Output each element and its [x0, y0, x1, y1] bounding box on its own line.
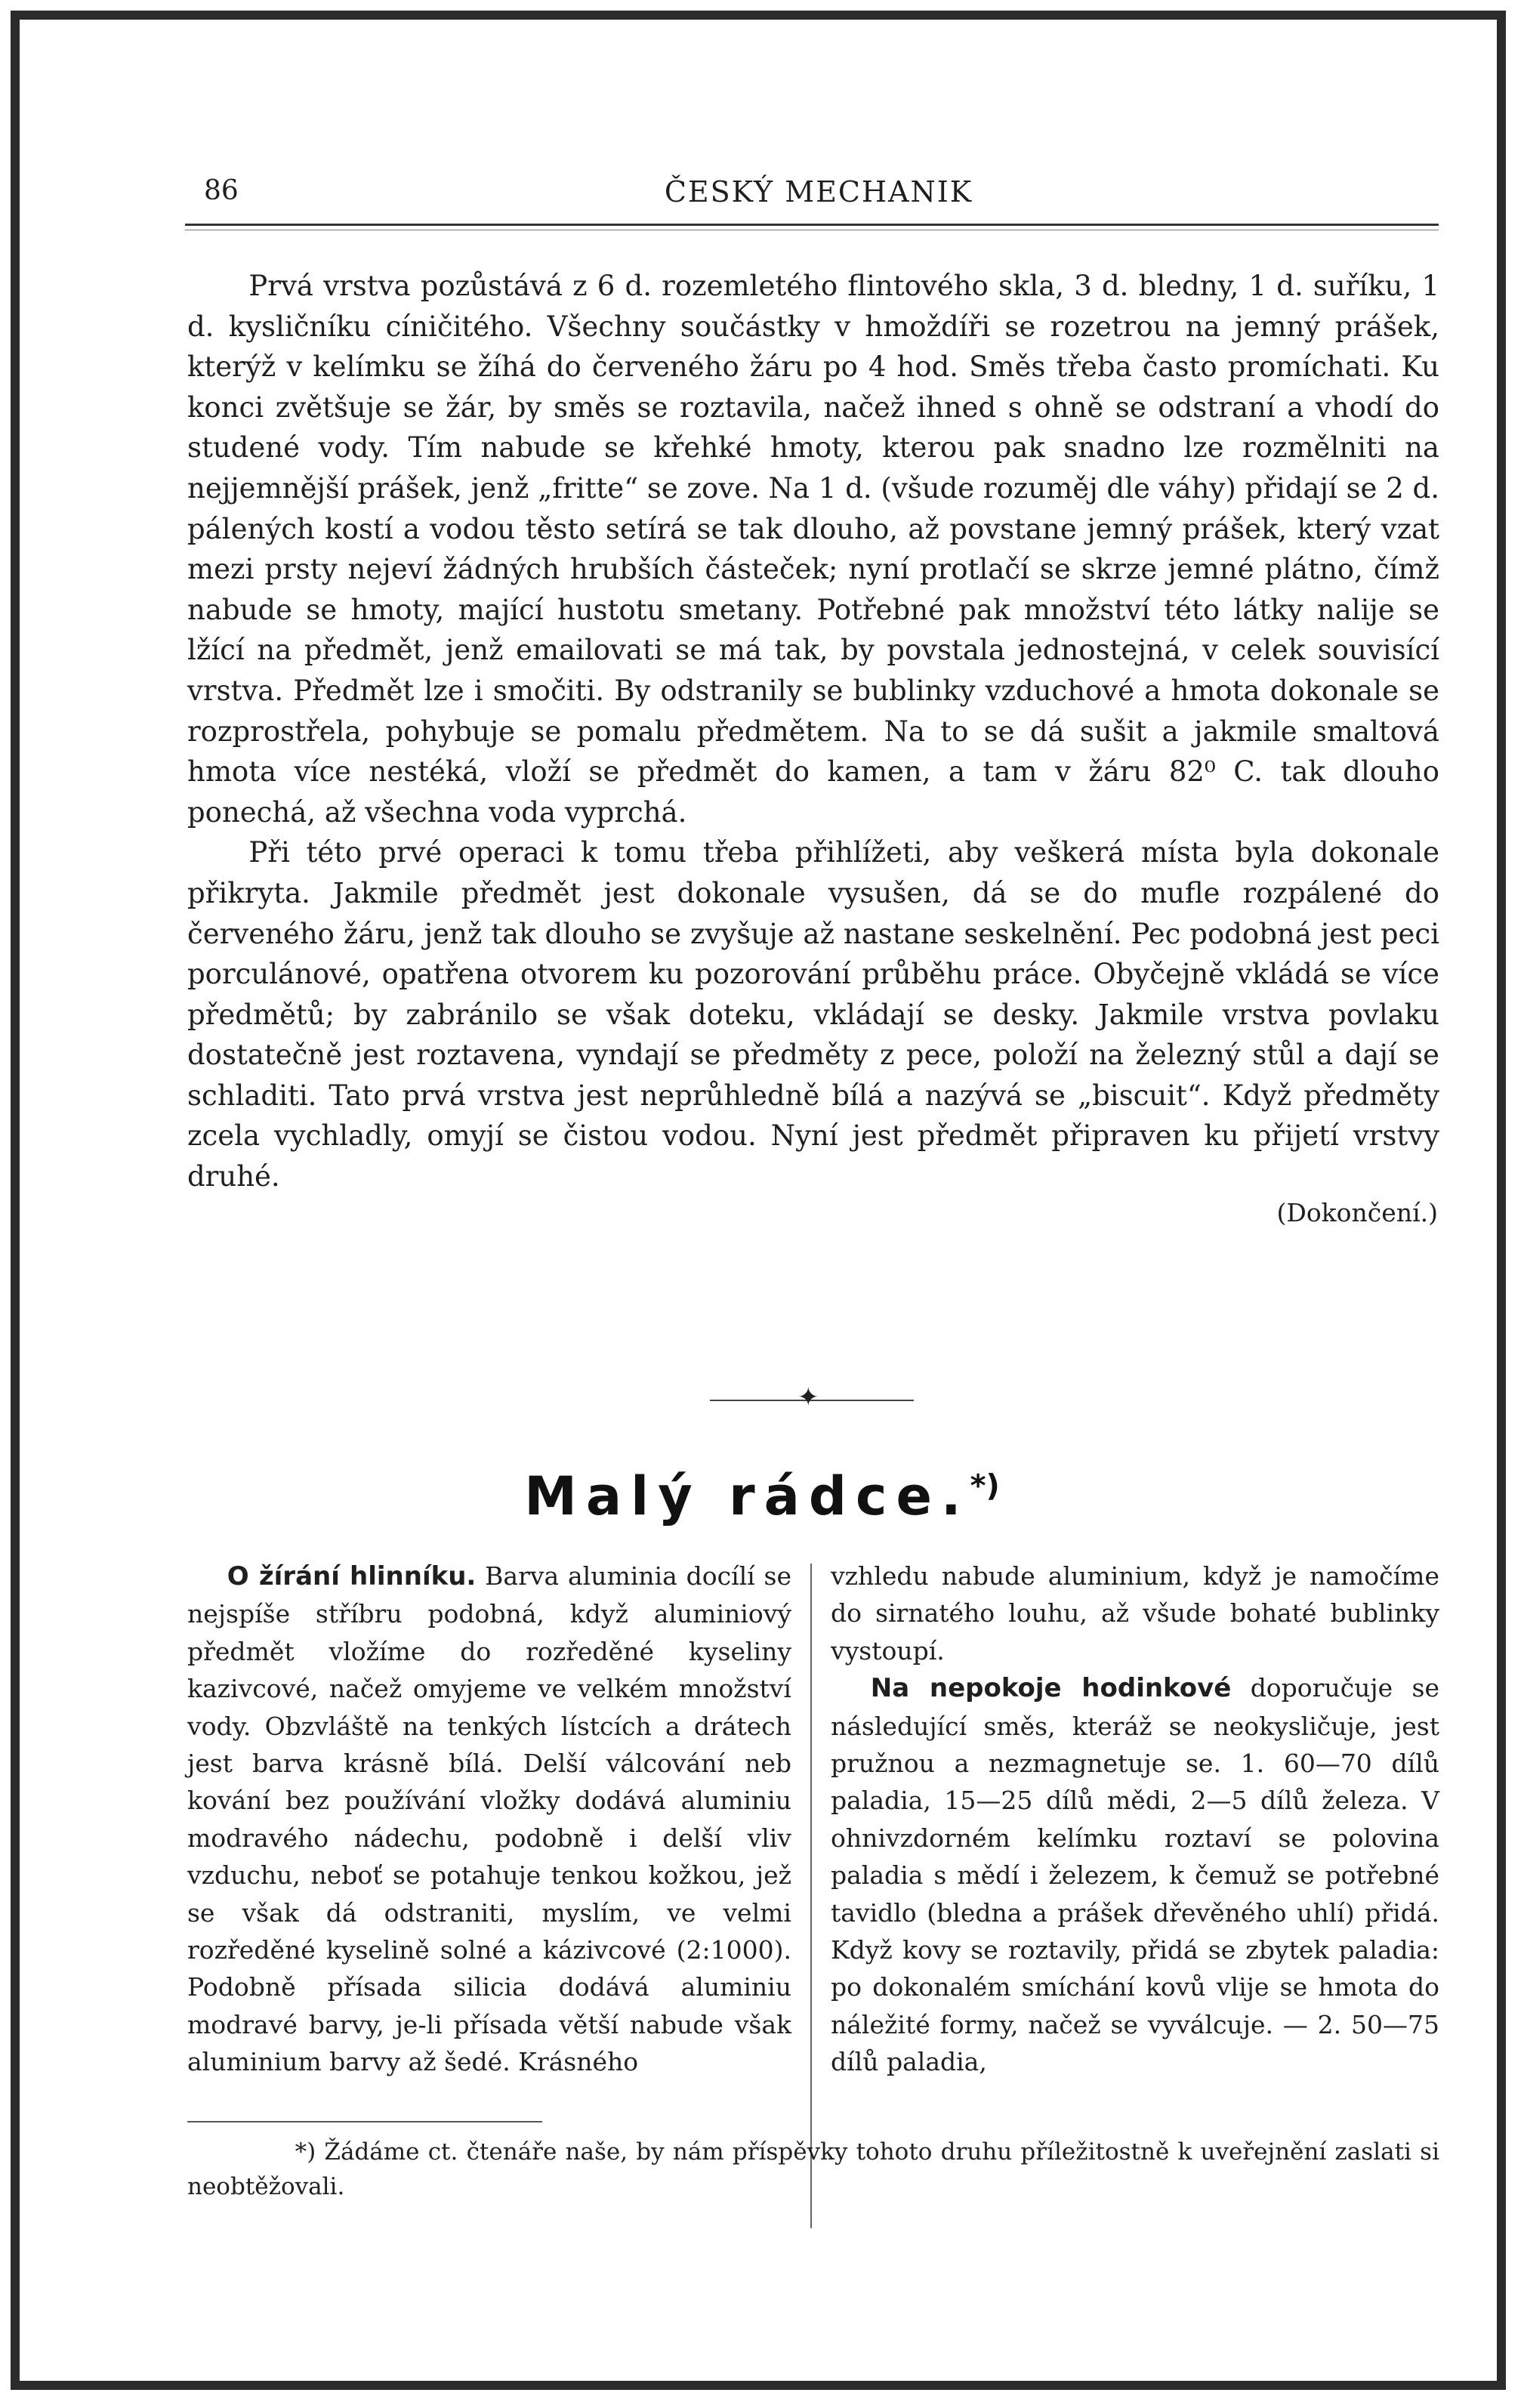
right-column	[831, 1557, 1439, 2081]
tip-heading: Na nepokoje hodinkové	[870, 1673, 1232, 1704]
footnote-rule	[187, 2121, 542, 2122]
article-body	[187, 266, 1439, 1232]
tip-text: Barva aluminia docílí se nejspíše stříbru podobná, když aluminiový předmět vložíme do rozředěné kyseliny kazivcové, načež omyjeme ve velkém množství vody. Obzvláště na tenkých lístcích a drátech jest barva krásně bílá. Delší válcování neb kování bez používání vložky dodává aluminiu modravého nádechu, podobně i delší vliv vzduchu, neboť se potahuje tenkou kožkou, jež se však dá odstraniti, myslím, ve velmi rozředěné kyselině solné a kázivcové (2:1000). Podobně přísada silicia dodává aluminiu modravé barvy, je-li přísada větší nabude však aluminium barvy až šedé. Krásného	[187, 1561, 791, 2077]
article-paragraph: Prvá vrstva pozůstává z 6 d. rozemletého flintového skla, 3 d. bledny, 1 d. suříku, 1 d. kysličníku cíničitého. Všechny součástky v hmoždíři se rozetrou na jemný prášek, kterýž v kelímku se žíhá do červeného žáru po 4 hod. Směs třeba často promíchati. Ku konci zvětšuje se žár, by směs se roztavila, načež ihned s ohně se odstraní a vhodí do studené vody. Tím nabude se křehké hmoty, kterou pak snadno lze rozmělniti na nejjemnější prášek, jenž „fritte“ se zove. Na 1 d. (všude rozuměj dle váhy) přidají se 2 d. pálených kostí a vodou těsto setírá se tak dlouho, až povstane jemný prášek, který vzat mezi prsty nejeví žádných hrubších částeček; nyní protlačí se skrze jemné plátno, čímž nabude se hmoty, mající hustotu smetany. Potřebné pak množství této látky nalije se lžící na předmět, jenž emailovati se má tak, by povstala jednostejná, v celek souvisící vrstva. Předmět lze i smočiti. By odstranily se bublinky vzduchové a hmota dokonale se rozprostřela, pohybuje se pomalu předmětem. Na to se dá sušit a jakmile smaltová hmota více nestéká, vloží se předmět do kamen, a tam v žáru 82⁰ C. tak dlouho ponechá, až všechna voda vyprchá.	[187, 270, 1439, 829]
section-title	[0, 1465, 1524, 1527]
header-rule	[185, 224, 1439, 226]
footnote	[187, 2135, 1439, 2204]
tip-text: doporučuje se následující směs, kteráž se neokysličuje, jest pružnou a nezmagnetuje se. 1. 60—70 dílů paladia, 15—25 dílů mědi, 2—5 dílů železa. V ohnivzdorném kelímku roztaví se polovina paladia s mědí i železem, k čemuž se potřebné tavidlo (bledna a prášek dřevěného uhlí) přidá. Když kovy se roztavily, přidá se zbytek paladia: po dokonalém smíchání kovů vlije se hmota do náležité formy, načež se vyválcuje. — 2. 50—75 dílů paladia,	[831, 1673, 1439, 2077]
tip-hairspring	[831, 1669, 1439, 2080]
article-paragraph: Při této prvé operaci k tomu třeba přihlížeti, aby veškerá místa byla dokonale přikryta. Jakmile předmět jest dokonale vysušen, dá se do mufle rozpálené do červeného žáru, jenž tak dlouho se zvyšuje až nastane seskelnění. Pec podobná jest peci porculánové, opatřena otvorem ku pozorování průběhu práce. Obyčejně vkládá se více předmětů; by zabránilo se však doteku, vkládají se desky. Jakmile vrstva povlaku dostatečně jest roztavena, vyndají se předměty z pece, položí na železný stůl a dají se schladiti. Tato prvá vrstva jest neprůhledně bílá a nazývá se „biscuit“. Když předměty zcela vychladly, omyjí se čistou vodou. Nyní jest předmět připraven ku přijetí vrstvy druhé.	[187, 836, 1439, 1193]
tip-heading: O žírání hlinníku.	[227, 1561, 477, 1591]
tip-continuation: vzhledu nabude aluminium, když je namočíme do sirnatého louhu, až všude bohaté bublinky vystoupí.	[831, 1561, 1439, 1666]
column-separator	[810, 1564, 812, 2228]
tip-aluminium	[187, 1557, 791, 2081]
continued-note: (Dokončení.)	[1276, 1197, 1438, 1227]
footnote-text: Žádáme ct. čtenáře naše, by nám příspěvky tohoto druhu příležitostně k uveřejnění zaslati si neobtěžovali.	[187, 2138, 1439, 2200]
page-number: 86	[204, 175, 239, 206]
section-title-footnote-mark: *)	[970, 1468, 1000, 1504]
page-header	[204, 175, 1433, 221]
left-column	[187, 1557, 791, 2081]
section-title-text: Malý rádce.	[524, 1465, 970, 1527]
divider-ornament-icon: ✦	[797, 1382, 819, 1412]
footnote-mark: *)	[295, 2138, 316, 2166]
running-title: ČESKÝ MECHANIK	[664, 175, 973, 208]
